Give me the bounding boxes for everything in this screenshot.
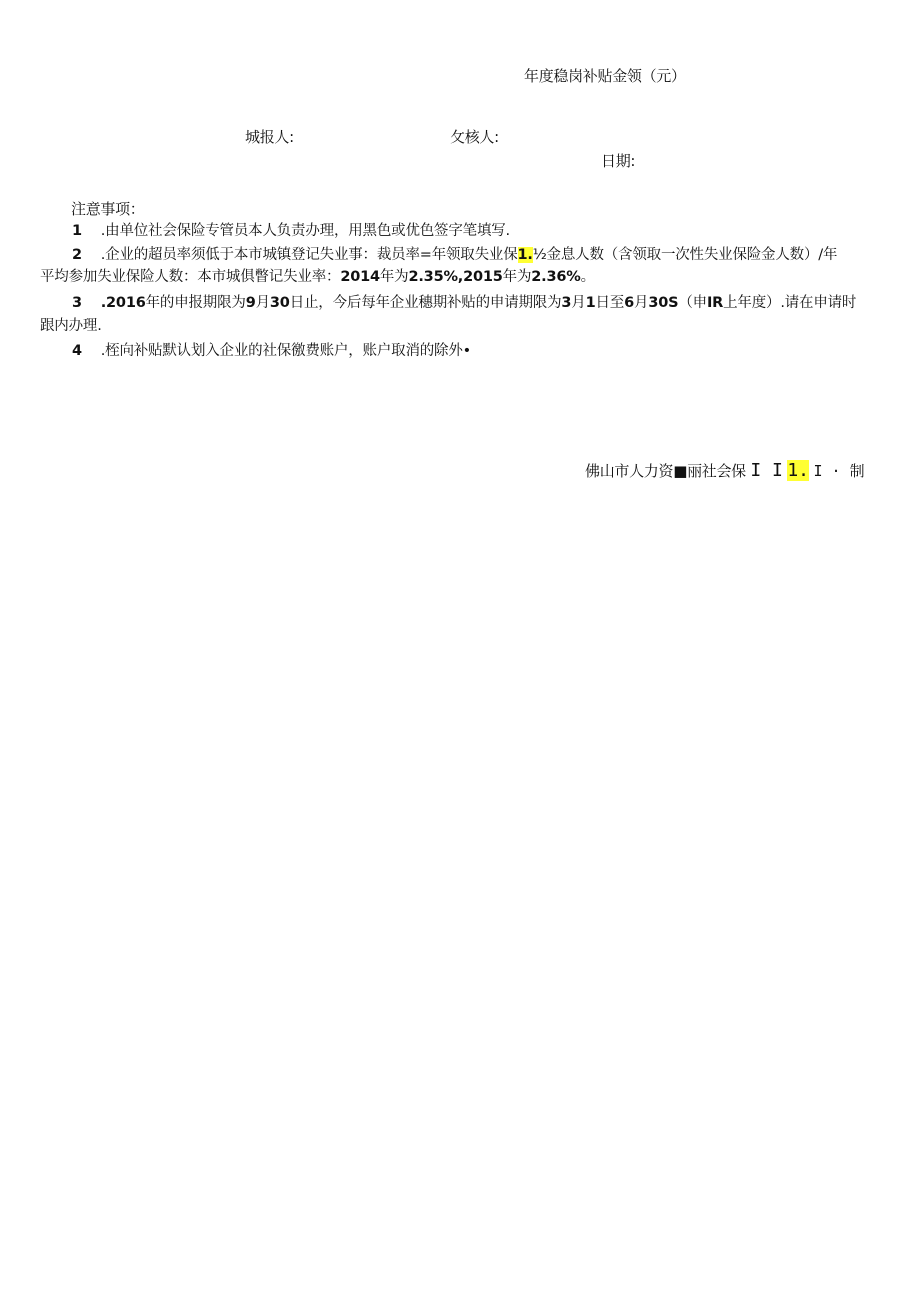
filler-label: 城报人: xyxy=(245,128,294,146)
reviewer-label: 攵核人: xyxy=(450,128,499,146)
note-text: .桎向补贴默认划入企业的社保徼费账户，账户取消的除外• xyxy=(100,343,471,359)
note-number: 1 xyxy=(72,223,82,239)
note-item-2 xyxy=(72,244,837,266)
subsidy-amount-label: 年度稳岗补贴金领（元） xyxy=(524,67,686,85)
note-number: 4 xyxy=(72,343,82,359)
date-label: 日期: xyxy=(601,152,636,170)
note-number: 3 xyxy=(72,295,82,311)
note-item-3-continued: 跟内办理. xyxy=(40,318,102,334)
note-number: 2 xyxy=(72,247,82,263)
note-item-4 xyxy=(72,340,471,362)
note-text: .企业的超员率须低于本市城镇登记失业事：裁员率=年领取失业保 xyxy=(100,247,518,263)
highlighted-text: 1. xyxy=(787,460,810,481)
note-text: ½金息人数（含领取一次性失业保险金人数）/年 xyxy=(532,247,838,263)
highlighted-text: 1. xyxy=(517,247,533,263)
note-item-2-continued: 平均参加失业保险人数：本市城俱瞥记失业率：2014年为2.35%,2015年为2.36%。 xyxy=(40,269,595,285)
note-item-3: 3 .2016年的申报期限为9月30日止，今后每年企业穗期补贴的申请期限为3月1日至6月30S（申IR上年度）.请在申请时 xyxy=(72,295,857,311)
issuer-footer: 佛山市人力资■丽社会保 I I 1. I · 制 xyxy=(585,460,865,481)
notes-title: 注意事项： xyxy=(71,200,145,218)
note-item-1 xyxy=(72,220,510,242)
note-text: .由单位社会保险专管员本人负责办理，用黑色或优色签字笔填写. xyxy=(100,223,510,239)
